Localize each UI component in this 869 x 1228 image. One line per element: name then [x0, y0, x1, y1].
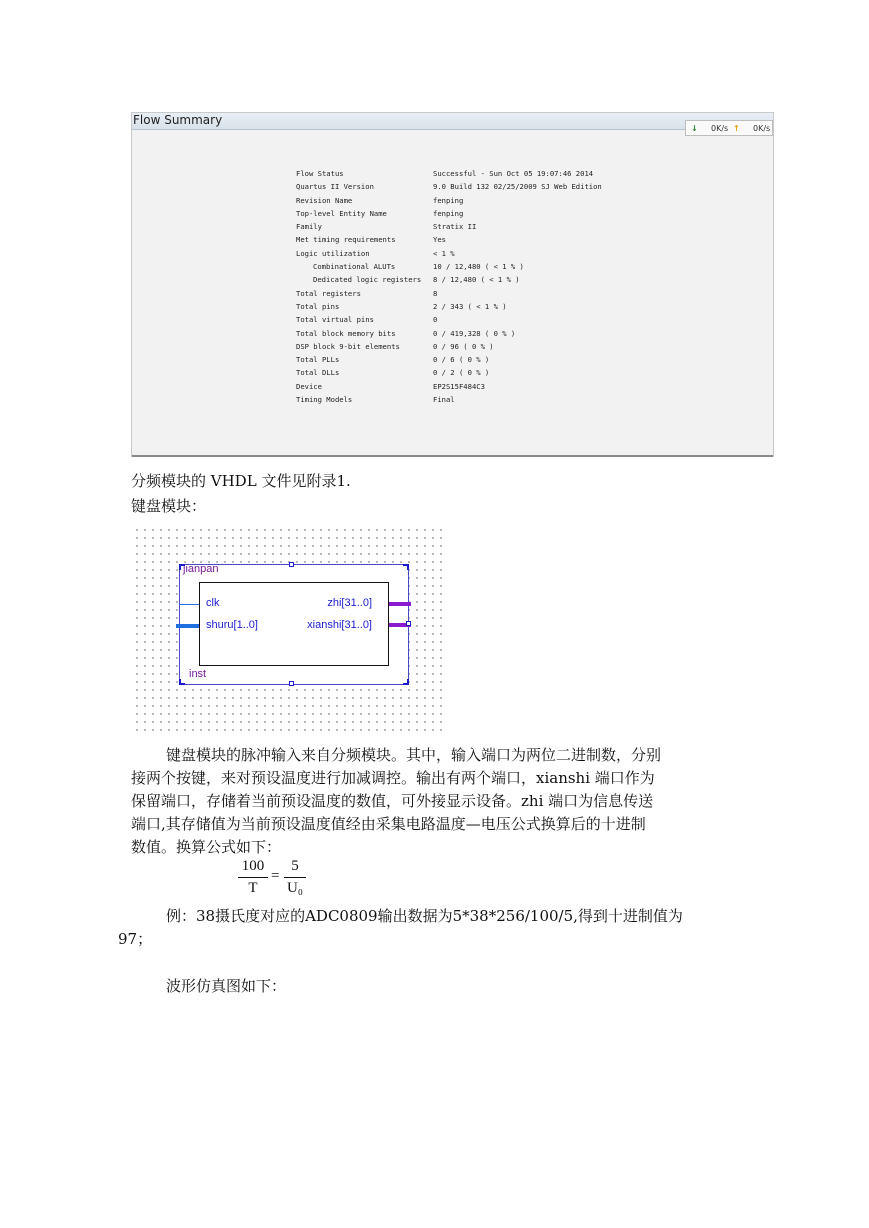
summary-key: DSP block 9-bit elements	[296, 341, 400, 351]
port-clk-label: clk	[206, 597, 220, 609]
panel-divider	[132, 455, 773, 457]
summary-value: 8 / 12,480 ( < 1 % )	[433, 275, 520, 285]
instance-name: inst	[189, 668, 207, 680]
summary-key: Total registers	[296, 288, 361, 298]
shuru-bus	[176, 624, 199, 628]
transfer-rate-indicator	[685, 120, 773, 136]
summary-key: Total DLLs	[296, 368, 340, 378]
summary-key: Top-level Entity Name	[296, 208, 387, 218]
download-rate: 0K/s	[711, 124, 729, 133]
summary-value: fenping	[433, 195, 464, 205]
panel-titlebar	[132, 113, 773, 130]
summary-value: fenping	[433, 208, 464, 218]
fraction-bar	[284, 877, 306, 878]
zhi-bus	[389, 602, 411, 606]
upload-arrow-icon: ↑	[733, 124, 740, 133]
formula-right-fraction	[284, 858, 306, 897]
summary-key: Revision Name	[296, 195, 353, 205]
corner-handle-tl[interactable]	[179, 564, 185, 570]
waveform-caption: 波形仿真图如下：	[166, 977, 287, 995]
summary-key: Total PLLs	[296, 355, 340, 365]
resize-handle-top[interactable]	[289, 562, 294, 567]
summary-key: Total pins	[296, 301, 340, 311]
summary-value: Yes	[433, 235, 446, 245]
summary-key: Dedicated logic registers	[313, 275, 422, 285]
summary-key: Total virtual pins	[296, 315, 374, 325]
port-zhi-label: zhi[31..0]	[327, 597, 372, 609]
port-xianshi-label: xianshi[31..0]	[307, 619, 372, 631]
formula-right-numerator: 5	[291, 858, 299, 874]
summary-value: 2 / 343 ( < 1 % )	[433, 301, 507, 311]
summary-value: < 1 %	[433, 248, 455, 258]
resize-handle-right[interactable]	[406, 621, 411, 626]
appendix-note: 分频模块的 VHDL 文件见附录1.	[131, 472, 351, 490]
summary-key: Total block memory bits	[296, 328, 396, 338]
summary-key: Met timing requirements	[296, 235, 396, 245]
summary-key: Device	[296, 381, 322, 391]
summary-key: Flow Status	[296, 169, 344, 178]
formula-right-denominator: U₀	[286, 880, 304, 896]
summary-key: Timing Models	[296, 395, 353, 405]
entity-name: jianpan	[183, 563, 219, 575]
summary-value: 10 / 12,480 ( < 1 % )	[433, 262, 524, 272]
corner-handle-bl[interactable]	[179, 679, 185, 685]
example-line-2: 97；	[118, 930, 153, 948]
formula-left-fraction	[238, 858, 268, 897]
clk-wire	[180, 604, 199, 605]
formula-equals: =	[271, 868, 280, 884]
summary-key: Quartus II Version	[296, 182, 374, 192]
summary-value: 0 / 96 ( 0 % )	[433, 341, 494, 351]
paragraph-line-3: 保留端口，存储着当前预设温度的数值，可外接显示设备。zhi 端口为信息传送	[131, 792, 654, 810]
summary-value: 0 / 419,328 ( 0 % )	[433, 328, 516, 338]
keyboard-module-heading: 键盘模块：	[131, 497, 207, 515]
summary-value: 9.0 Build 132 02/25/2009 SJ Web Edition	[433, 182, 602, 192]
summary-value: Successful - Sun Oct 05 19:07:46 2014	[433, 169, 594, 178]
upload-rate: 0K/s	[753, 124, 771, 133]
panel-title: Flow Summary	[133, 113, 223, 127]
summary-value: Final	[433, 395, 455, 405]
paragraph-line-4: 端口,其存储值为当前预设温度值经由采集电路温度—电压公式换算后的十进制	[131, 815, 646, 833]
formula-left-numerator: 100	[241, 858, 265, 874]
paragraph-line-2: 接两个按键，来对预设温度进行加减调控。输出有两个端口，xianshi 端口作为	[131, 769, 655, 787]
paragraph-line-1: 键盘模块的脉冲输入来自分频模块。其中，输入端口为两位二进制数，分别	[166, 746, 662, 764]
summary-key: Logic utilization	[296, 248, 370, 258]
block-symbol-outline[interactable]	[179, 564, 409, 685]
summary-value: 0 / 6 ( 0 % )	[433, 355, 490, 365]
corner-handle-tr[interactable]	[403, 564, 409, 570]
port-shuru-label: shuru[1..0]	[206, 619, 258, 631]
paragraph-line-5: 数值。换算公式如下：	[131, 838, 282, 856]
summary-value: Stratix II	[433, 222, 477, 232]
summary-key: Family	[296, 222, 322, 232]
resize-handle-bottom[interactable]	[289, 681, 294, 686]
summary-value: 8	[433, 288, 438, 298]
example-line-1: 例：38摄氏度对应的ADC0809输出数据为5*38*256/100/5,得到十进制值为	[166, 907, 683, 925]
formula-left-denominator: T	[248, 880, 258, 896]
summary-value: EP2S15F484C3	[433, 381, 485, 391]
flow-summary-panel	[131, 112, 774, 457]
summary-value: 0 / 2 ( 0 % )	[433, 368, 490, 378]
summary-value: 0	[433, 315, 438, 325]
summary-key: Combinational ALUTs	[313, 262, 396, 272]
download-arrow-icon: ↓	[691, 124, 698, 133]
fraction-bar	[238, 877, 268, 878]
corner-handle-br[interactable]	[403, 679, 409, 685]
jianpan-block-diagram	[131, 524, 445, 734]
